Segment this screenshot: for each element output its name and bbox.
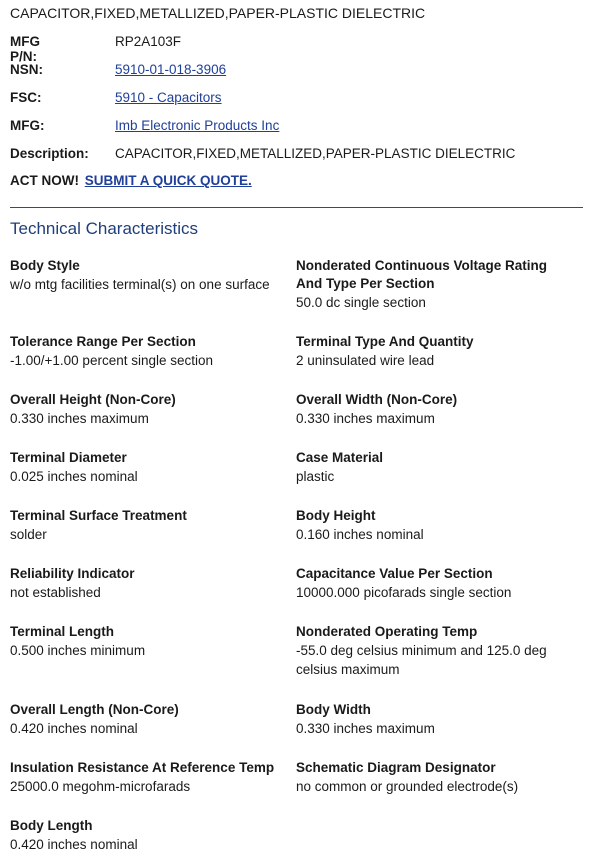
- characteristic-name: Overall Width (Non-Core): [296, 392, 458, 407]
- description-value: CAPACITOR,FIXED,METALLIZED,PAPER-PLASTIC DIELECTRIC: [115, 146, 516, 161]
- characteristic-value: 0.420 inches nominal: [10, 837, 138, 852]
- characteristic-name: Schematic Diagram Designator: [296, 760, 496, 775]
- characteristic-value: 25000.0 megohm-microfarads: [10, 779, 191, 794]
- characteristic-item: [296, 623, 576, 679]
- characteristic-item: [296, 391, 576, 428]
- characteristic-item: [10, 391, 295, 428]
- characteristic-name: Body Width: [296, 702, 371, 717]
- nsn-link[interactable]: 5910-01-018-3906: [115, 62, 227, 77]
- part-title: CAPACITOR,FIXED,METALLIZED,PAPER-PLASTIC DIELECTRIC: [10, 5, 426, 21]
- characteristic-item: [10, 623, 295, 660]
- characteristic-item: [10, 333, 295, 370]
- characteristic-name: Body Height: [296, 508, 376, 523]
- description-label: Description:: [10, 146, 89, 161]
- mfg-pn-value: RP2A103F: [115, 34, 182, 49]
- characteristic-name: Nonderated Operating Temp: [296, 624, 478, 639]
- characteristic-name: Insulation Resistance At Reference Temp: [10, 760, 275, 775]
- characteristic-name: Terminal Type And Quantity: [296, 334, 474, 349]
- characteristic-value: solder: [10, 527, 47, 542]
- submit-quote-link[interactable]: SUBMIT A QUICK QUOTE.: [84, 173, 252, 188]
- call-to-action: [10, 173, 252, 188]
- characteristic-name: Tolerance Range Per Section: [10, 334, 196, 349]
- characteristic-value: 0.500 inches minimum: [10, 643, 146, 658]
- characteristic-name: Terminal Length: [10, 624, 115, 639]
- characteristic-name: Terminal Diameter: [10, 450, 127, 465]
- characteristic-item: [10, 565, 295, 602]
- nsn-label: NSN:: [10, 62, 43, 77]
- fsc-label: FSC:: [10, 90, 42, 105]
- characteristic-value: 0.330 inches maximum: [10, 411, 149, 426]
- characteristic-name: Capacitance Value Per Section: [296, 566, 493, 581]
- characteristic-item: [10, 507, 295, 544]
- mfg-label: MFG:: [10, 118, 45, 133]
- characteristic-item: [10, 817, 295, 854]
- characteristic-item: [296, 701, 576, 738]
- section-title: Technical Characteristics: [10, 219, 199, 238]
- fsc-link[interactable]: 5910 - Capacitors: [115, 90, 222, 105]
- characteristic-name: Body Style: [10, 258, 80, 273]
- characteristic-name: Overall Height (Non-Core): [10, 392, 176, 407]
- characteristic-value: 0.160 inches nominal: [296, 527, 424, 542]
- characteristic-item: [10, 257, 295, 294]
- characteristic-item: [10, 759, 295, 796]
- characteristic-name: Body Length: [10, 818, 93, 833]
- mfg-pn-label: MFG P/N:: [10, 34, 40, 64]
- characteristic-value: plastic: [296, 469, 335, 484]
- characteristic-value: 10000.000 picofarads single section: [296, 585, 512, 600]
- characteristic-value: not established: [10, 585, 101, 600]
- characteristic-name: Overall Length (Non-Core): [10, 702, 179, 717]
- act-now-text: ACT NOW!: [10, 173, 79, 188]
- characteristic-value: 0.420 inches nominal: [10, 721, 138, 736]
- characteristic-value: 0.330 inches maximum: [296, 411, 435, 426]
- characteristic-item: [296, 507, 576, 544]
- characteristic-value: w/o mtg facilities terminal(s) on one surface: [10, 277, 270, 292]
- section-divider: [10, 207, 583, 208]
- characteristic-value: 2 uninsulated wire lead: [296, 353, 435, 368]
- characteristic-value: 0.025 inches nominal: [10, 469, 138, 484]
- characteristic-item: [296, 565, 576, 602]
- mfg-link[interactable]: Imb Electronic Products Inc: [115, 118, 280, 133]
- characteristic-item: [296, 449, 576, 486]
- characteristic-name: Reliability Indicator: [10, 566, 135, 581]
- characteristic-value: -1.00/+1.00 percent single section: [10, 353, 214, 368]
- characteristic-name: Nonderated Continuous Voltage Rating And Type Per Section: [296, 258, 547, 291]
- characteristic-item: [10, 449, 295, 486]
- characteristic-value: no common or grounded electrode(s): [296, 779, 519, 794]
- characteristic-value: 50.0 dc single section: [296, 295, 426, 310]
- characteristic-item: [296, 759, 576, 796]
- characteristic-name: Terminal Surface Treatment: [10, 508, 187, 523]
- characteristic-name: Case Material: [296, 450, 384, 465]
- characteristic-value: 0.330 inches maximum: [296, 721, 435, 736]
- characteristic-item: [296, 257, 576, 312]
- characteristic-item: [296, 333, 576, 370]
- characteristic-value: -55.0 deg celsius minimum and 125.0 deg celsius maximum: [296, 643, 547, 677]
- characteristic-item: [10, 701, 295, 738]
